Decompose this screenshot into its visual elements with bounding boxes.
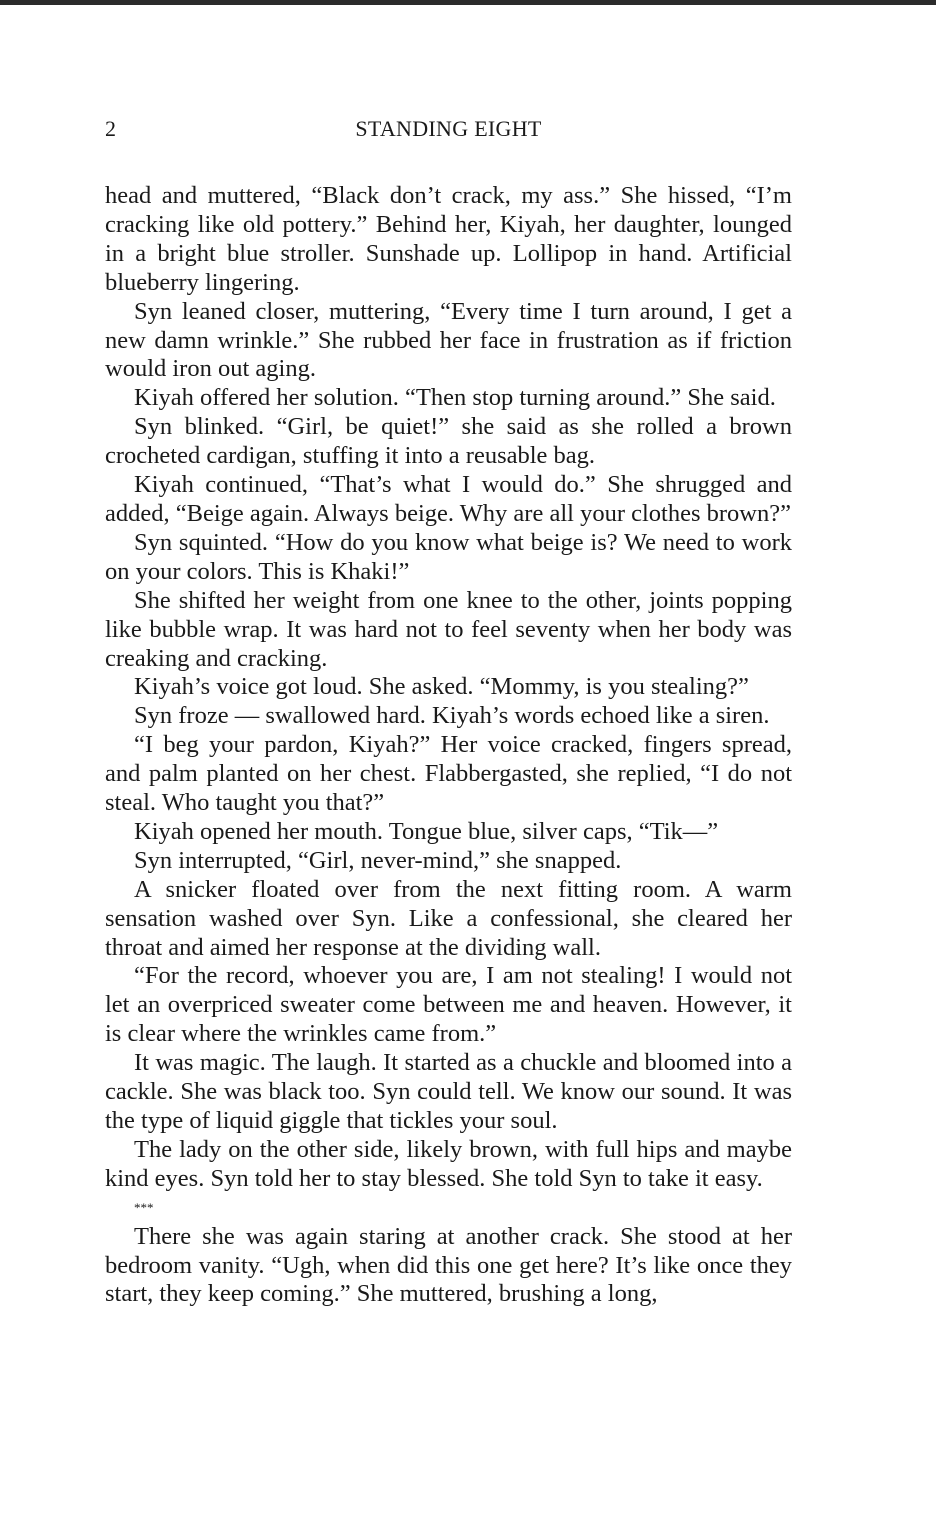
paragraph: Syn squinted. “How do you know what beige is? We need to work on your colors. This is Khaki!” [105,528,792,585]
book-title: STANDING EIGHT [355,116,542,141]
paragraph: A snicker floated over from the next fitting room. A warm sensation washed over Syn. Like a confessional, she cleared her throat and aimed her response at the dividing wall. [105,875,792,961]
paragraph: Syn interrupted, “Girl, never-mind,” she snapped. [134,846,622,874]
paragraph: There she was again staring at another crack. She stood at her bedroom vanity. “Ugh, when did this one get here? It’s like once they start, they keep coming.” She muttered, brushing a long, [105,1222,792,1308]
page-number: 2 [105,116,116,141]
paragraph: It was magic. The laugh. It started as a chuckle and bloomed into a cackle. She was black too. Syn could tell. We know our sound. It was the type of liquid giggle that tickles your soul. [105,1049,792,1134]
paragraph: She shifted her weight from one knee to the other, joints popping like bubble wrap. It was hard not to feel seventy when her body was creaking and cracking. [105,586,792,672]
paragraph: Kiyah’s voice got loud. She asked. “Mommy, is you stealing?” [134,673,749,701]
paragraph: Kiyah offered her solution. “Then stop turning around.” She said. [134,384,776,412]
paragraph: Kiyah continued, “That’s what I would do.” She shrugged and added, “Beige again. Always beige. Why are all your clothes brown?” [105,471,792,527]
paragraph: Kiyah opened her mouth. Tongue blue, silver caps, “Tik—” [134,817,719,845]
paragraph: Syn blinked. “Girl, be quiet!” she said as she rolled a brown crocheted cardigan, stuffing it into a reusable bag. [105,413,792,470]
running-header [105,116,792,142]
paragraph: The lady on the other side, likely brown, with full hips and maybe kind eyes. Syn told her to stay blessed. She told Syn to take it easy. [105,1135,792,1192]
paragraph: Syn froze — swallowed hard. Kiyah’s words echoed like a siren. [134,702,770,730]
body-text [105,182,792,1309]
paragraph: “I beg your pardon, Kiyah?” Her voice cracked, fingers spread, and palm planted on her chest. Flabbergasted, she replied, “I do not steal. Who taught you that?” [105,731,792,817]
paragraph: “For the record, whoever you are, I am not stealing! I would not let an overpriced sweater come between me and heaven. However, it is clear where the wrinkles came from.” [105,962,792,1048]
scene-break: *** [134,1199,154,1215]
paragraph: Syn leaned closer, muttering, “Every time I turn around, I get a new damn wrinkle.” She rubbed her face in frustration as if friction would iron out aging. [105,297,792,383]
top-edge-bar [0,0,936,5]
paragraph: head and muttered, “Black don’t crack, my ass.” She hissed, “I’m cracking like old pottery.” Behind her, Kiyah, her daughter, lounged in a bright blue stroller. Sunshade up. Lollipop in hand. Artificial blueberry lingering. [105,182,792,296]
